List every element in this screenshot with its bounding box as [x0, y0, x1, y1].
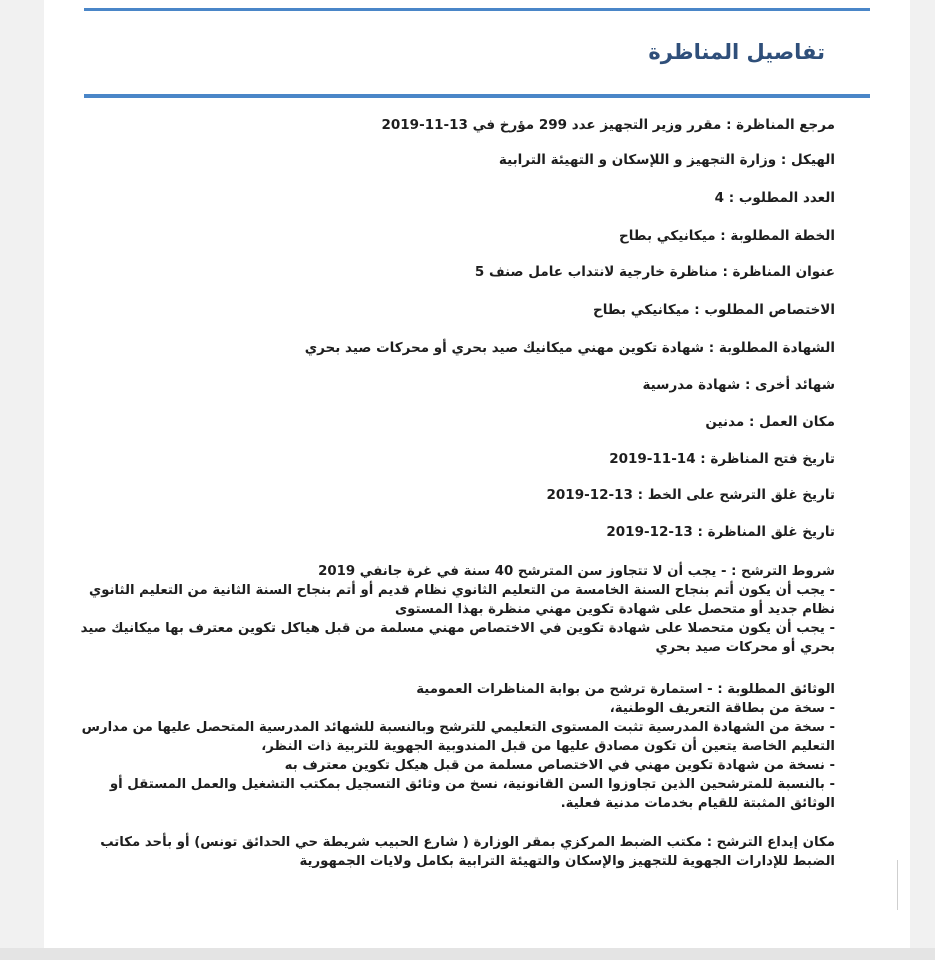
documents-line: - سخة من الشهادة المدرسية تثبت المستوى التعليمي للترشح وبالنسبة للشهائد المدرسية المتحصل عليها من مدارس التعليم الخاصة يتعين أن تكون مصادق عليها من قبل المندوبية الجهوية للتربية ذات النظر، — [81, 720, 835, 754]
field-online-close-date: تاريخ غلق الترشح على الخط : 13-12-2019 — [546, 487, 835, 503]
field-count: العدد المطلوب : 4 — [714, 190, 835, 206]
field-organization: الهيكل : وزارة التجهيز و اللإسكان و التهيئة الترابية — [498, 152, 835, 168]
conditions-line: شروط الترشح : - يجب أن لا تتجاوز سن المترشح 40 سنة في غرة جانفي 2019 — [318, 564, 835, 579]
documents-line: - بالنسبة للمترشحين الذين تجاوزوا السن القانونية، نسخ من وثائق التسجيل بمكتب التشغيل والعمل المستقل أو الوثائق المثبتة للقيام بخدمات مدنية فعلية. — [109, 777, 835, 811]
deposit-section — [75, 833, 835, 871]
field-other-certificates: شهائد أخرى : شهادة مدرسية — [642, 377, 835, 393]
documents-line: الوثائق المطلوبة : - استمارة ترشح من بوابة المناظرات العمومية — [416, 682, 835, 697]
field-open-date: تاريخ فتح المناظرة : 14-11-2019 — [609, 451, 835, 467]
conditions-line: - يجب أن يكون أتم بنجاح السنة الخامسة من التعليم الثانوي نظام قديم أو أتم بنجاح السنة الثانية من التعليم الثانوي نظام جديد أو متحصل على شهادة تكوين مهني منظرة بهذا المستوى — [89, 583, 835, 617]
field-reference: مرجع المناظرة : مقرر وزير التجهيز عدد 299 مؤرخ في 13-11-2019 — [381, 117, 835, 133]
documents-line: - نسخة من شهادة تكوين مهني في الاختصاص مسلمة من قبل هيكل تكوين معترف به — [284, 758, 835, 773]
field-workplace: مكان العمل : مدنين — [705, 414, 835, 430]
field-certificate: الشهادة المطلوبة : شهادة تكوين مهني ميكانيك صيد بحري أو محركات صيد بحري — [304, 340, 835, 356]
field-competition-title: عنوان المناظرة : مناظرة خارجية لانتداب عامل صنف 5 — [474, 264, 835, 280]
title-divider — [84, 94, 870, 98]
page-title: تفاصيل المناظرة — [648, 40, 825, 64]
deposit-text: مكان إيداع الترشح : مكتب الضبط المركزي بمقر الوزارة ( شارع الحبيب شريطة حي الحدائق تونس) أو بأحد مكاتب الضبط للإدارات الجهوية للتجهيز والإسكان والتهيئة الترابية بكامل ولايات الجمهورية — [100, 835, 835, 869]
top-divider — [84, 8, 870, 11]
field-plan: الخطة المطلوبة : ميكانيكي بطاح — [619, 228, 835, 244]
documents-section — [75, 680, 835, 813]
field-specialty: الاختصاص المطلوب : ميكانيكي بطاح — [593, 302, 835, 318]
field-close-date: تاريخ غلق المناظرة : 13-12-2019 — [606, 524, 835, 540]
conditions-section — [75, 562, 835, 657]
margin-line — [897, 860, 898, 910]
conditions-line: - يجب أن يكون متحصلا على شهادة تكوين في الاختصاص مهني مسلمة من قبل هياكل تكوين معترف بها ميكانيك صيد بحري أو محركات صيد بحري — [80, 621, 835, 655]
document-page — [44, 0, 910, 960]
footer-strip — [0, 948, 935, 960]
documents-line: - سخة من بطاقة التعريف الوطنية، — [609, 701, 835, 716]
